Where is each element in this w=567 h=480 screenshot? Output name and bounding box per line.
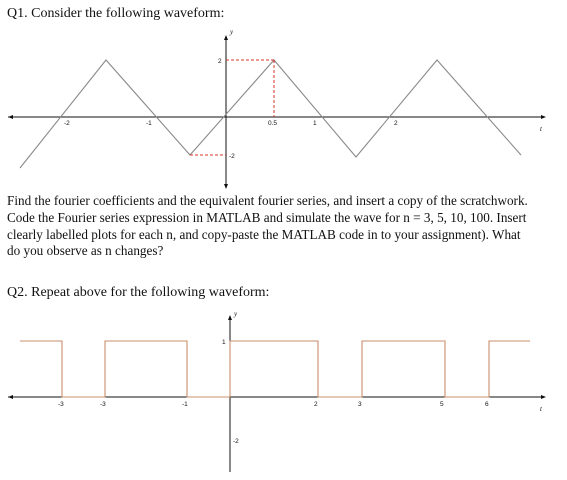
instruction-line: clearly labelled plots for each n, and copy-paste the MATLAB code in to your assignment). What [7,226,521,242]
waveform-2-x-axis-right-arrow [541,395,546,399]
waveform-2-xtick: -1 [182,401,188,408]
waveform-2-x-axis-left-arrow [8,395,13,399]
waveform-1-xtick: 0.5 [268,120,278,127]
question-1-title: Q1. Consider the following waveform: [7,6,225,21]
waveform-1-xtick: 1 [313,120,317,127]
instruction-line: Code the Fourier series expression in MATLAB and simulate the wave for n = 3, 5, 10, 100. Insert [7,209,527,225]
waveform-2-xtick: -3 [58,401,64,408]
waveform-2-square-wave [20,341,530,397]
waveform-2-xtick: 6 [485,401,489,408]
waveform-1-xtick: -2 [64,120,70,127]
waveform-2-xtick: 3 [358,401,362,408]
waveform-2-xtick: 5 [440,401,444,408]
waveform-1-ytick: 2 [218,58,222,65]
waveform-1-x-axis-label: t [540,125,542,133]
instruction-line: do you observe as n changes? [7,243,164,259]
waveform-2-xtick: -3 [100,401,106,408]
waveform-1-xtick: -1 [146,120,152,127]
waveform-2-axes [8,315,546,472]
question-2-title: Q2. Repeat above for the following waveform: [7,285,270,300]
waveform-1-xtick: 2 [394,120,398,127]
waveform-2-x-axis-label: t [540,405,542,413]
instruction-line: Find the fourier coefficients and the equivalent fourier series, and insert a copy of the scratchwork. [7,193,528,208]
waveform-1-y-axis-label: y [230,28,234,36]
waveform-2-xtick: 2 [314,401,318,408]
waveform-1-ytick: -2 [229,153,235,160]
waveform-2-ytick: 1 [222,339,226,346]
waveform-2-y-axis-label: y [234,310,238,318]
waveform-2-ytick: -2 [233,438,239,445]
waveform-2-y-axis-top-arrow [228,315,232,320]
